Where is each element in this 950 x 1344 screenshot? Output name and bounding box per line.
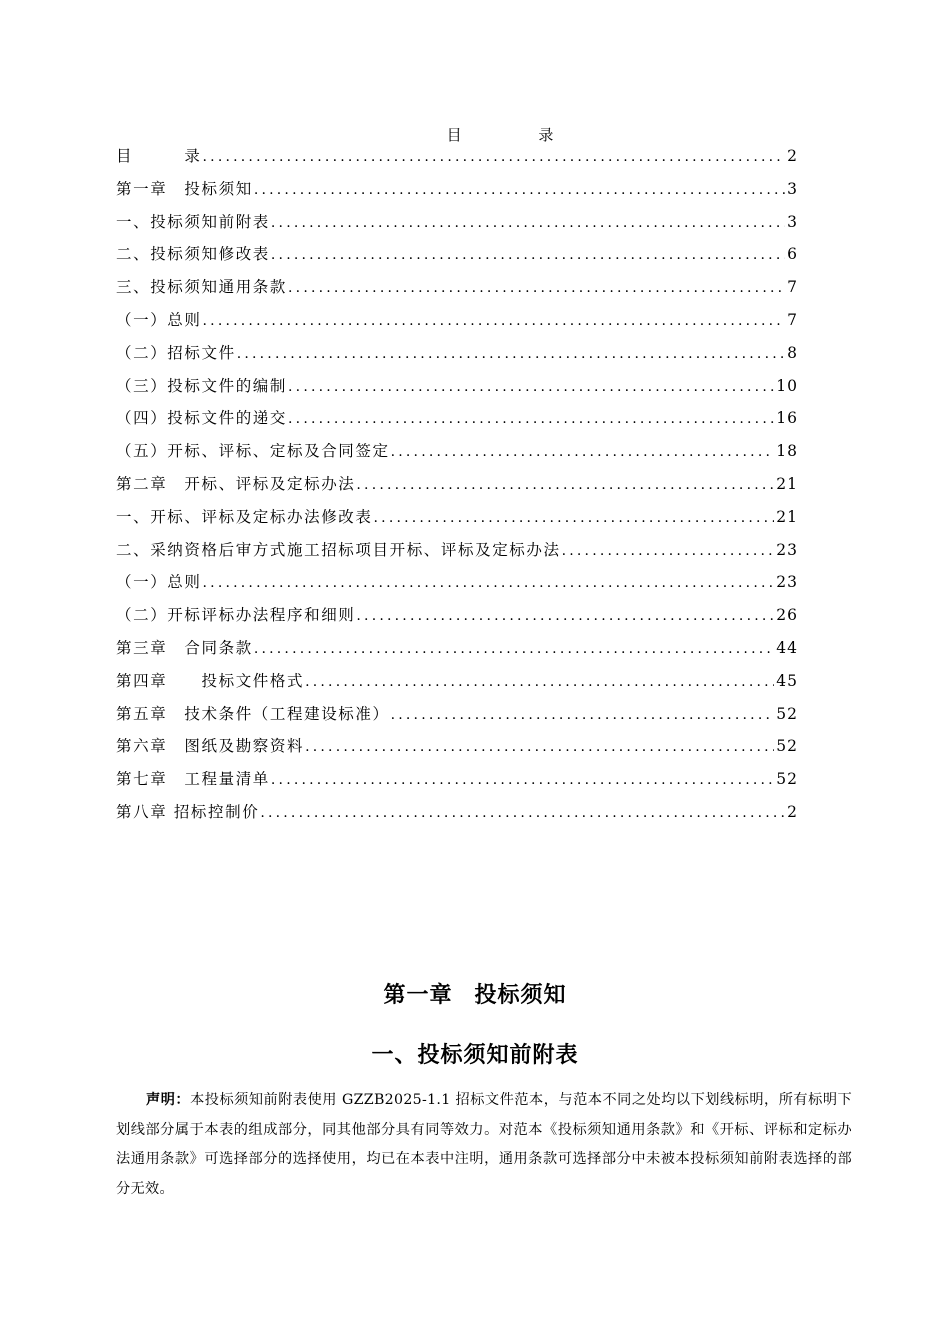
toc-entry[interactable]	[116, 566, 798, 599]
toc-entry-page: 18	[776, 442, 798, 461]
toc-heading: 目 录	[446, 126, 590, 144]
toc-leader-dots	[288, 272, 785, 305]
toc-entry-page: 8	[787, 343, 798, 362]
toc-entry-page: 21	[776, 474, 798, 493]
toc-leader-dots	[288, 403, 774, 436]
toc-entry[interactable]	[116, 304, 798, 337]
toc-leader-dots	[203, 567, 775, 600]
toc-entry-label: （一）总则	[116, 573, 202, 592]
toc-entry-page: 26	[776, 606, 798, 625]
chapter-title	[0, 978, 950, 1009]
toc-entry-page: 7	[787, 278, 798, 297]
toc-entry[interactable]	[116, 402, 798, 435]
toc-leader-dots	[271, 239, 785, 272]
toc-entry[interactable]	[116, 599, 798, 632]
toc-entry-label: 二、采纳资格后审方式施工招标项目开标、评标及定标办法	[116, 540, 561, 559]
toc-entry-label: 第三章 合同条款	[116, 638, 253, 657]
toc-entry-label: （二）开标评标办法程序和细则	[116, 606, 356, 625]
chapter-number: 第一章	[383, 983, 453, 1008]
toc-entry-label: 第六章 图纸及勘察资料	[116, 737, 305, 756]
toc-entry-label: 第二章 开标、评标及定标办法	[116, 474, 356, 493]
toc-entry-page: 2	[787, 147, 798, 165]
notice-label: 声明：	[146, 1092, 191, 1108]
toc-entry-page: 7	[787, 310, 798, 329]
toc-leader-dots	[203, 141, 786, 174]
toc-entry-page: 52	[776, 704, 798, 723]
toc-entry[interactable]	[116, 337, 798, 370]
toc-leader-dots	[562, 535, 775, 568]
notice-text: 本投标须知前附表使用 GZZB2025-1.1 招标文件范本，与范本不同之处均以下划线标明，所有标明下划线部分属于本表的组成部分，同其他部分具有同等效力。对范本《投标须知通用条款》和《开标、评标和定标办法通用条款》可选择部分的选择使用，均已在本表中注明，通用条款可选择部分中未被本投标须知前附表选择的部分无效。	[116, 1092, 852, 1197]
toc-entry[interactable]	[116, 173, 798, 206]
toc-entry-label: 一、开标、评标及定标办法修改表	[116, 507, 373, 526]
toc-leader-dots	[305, 731, 774, 764]
toc-entry-label: （四）投标文件的递交	[116, 409, 288, 428]
toc-entry-label: 二、投标须知修改表	[116, 245, 270, 264]
toc-entry-page: 21	[776, 507, 798, 526]
toc-entry-page: 44	[776, 638, 798, 657]
toc-entry[interactable]	[116, 698, 798, 731]
toc-leader-dots	[305, 666, 774, 699]
toc-leader-dots	[260, 797, 785, 830]
toc-entry-page: 45	[776, 671, 798, 690]
toc-entry-page: 6	[787, 245, 798, 264]
toc-entry-page: 52	[776, 770, 798, 789]
table-of-contents	[116, 140, 798, 829]
toc-entry[interactable]	[116, 140, 798, 173]
toc-entry[interactable]	[116, 632, 798, 665]
toc-entry[interactable]	[116, 501, 798, 534]
toc-entry-page: 23	[776, 540, 798, 559]
toc-entry[interactable]	[116, 534, 798, 567]
toc-leader-dots	[356, 600, 774, 633]
toc-entry[interactable]	[116, 796, 798, 829]
toc-entry[interactable]	[116, 730, 798, 763]
toc-entry[interactable]	[116, 763, 798, 796]
toc-entry-label: 第四章 投标文件格式	[116, 671, 305, 690]
toc-entry-label: 第七章 工程量清单	[116, 770, 270, 789]
toc-leader-dots	[271, 764, 774, 797]
toc-entry[interactable]	[116, 435, 798, 468]
toc-leader-dots	[356, 469, 774, 502]
toc-entry-label: 第八章 招标控制价	[116, 802, 260, 821]
toc-entry[interactable]	[116, 238, 798, 271]
toc-leader-dots	[288, 371, 774, 404]
toc-entry-page: 16	[776, 409, 798, 428]
toc-entry[interactable]	[116, 271, 798, 304]
toc-leader-dots	[254, 174, 785, 207]
toc-entry-label: 第一章 投标须知	[116, 179, 253, 198]
toc-leader-dots	[203, 305, 786, 338]
toc-leader-dots	[237, 338, 785, 371]
toc-entry-page: 2	[787, 802, 798, 821]
toc-entry-page: 23	[776, 573, 798, 592]
toc-entry-label: 目 录	[116, 147, 202, 165]
toc-leader-dots	[391, 436, 775, 469]
notice-paragraph	[116, 1086, 852, 1204]
toc-entry[interactable]	[116, 665, 798, 698]
toc-entry-page: 3	[787, 212, 798, 231]
toc-entry-page: 10	[776, 376, 798, 395]
toc-entry[interactable]	[116, 370, 798, 403]
toc-leader-dots	[391, 699, 775, 732]
toc-entry-label: （一）总则	[116, 310, 202, 329]
toc-entry[interactable]	[116, 206, 798, 239]
toc-entry-page: 52	[776, 737, 798, 756]
section-title: 一、投标须知前附表	[371, 1043, 579, 1068]
toc-entry[interactable]	[116, 468, 798, 501]
toc-entry-label: 第五章 技术条件（工程建设标准）	[116, 704, 390, 723]
toc-leader-dots	[374, 502, 775, 535]
toc-entry-label: 三、投标须知通用条款	[116, 278, 288, 297]
toc-leader-dots	[271, 207, 785, 240]
toc-entry-label: （三）投标文件的编制	[116, 376, 288, 395]
chapter-name: 投标须知	[474, 983, 567, 1008]
toc-entry-page: 3	[787, 179, 798, 198]
toc-entry-label: 一、投标须知前附表	[116, 212, 270, 231]
toc-entry-label: （五）开标、评标、定标及合同签定	[116, 442, 390, 461]
toc-leader-dots	[254, 633, 774, 666]
toc-entry-label: （二）招标文件	[116, 343, 236, 362]
